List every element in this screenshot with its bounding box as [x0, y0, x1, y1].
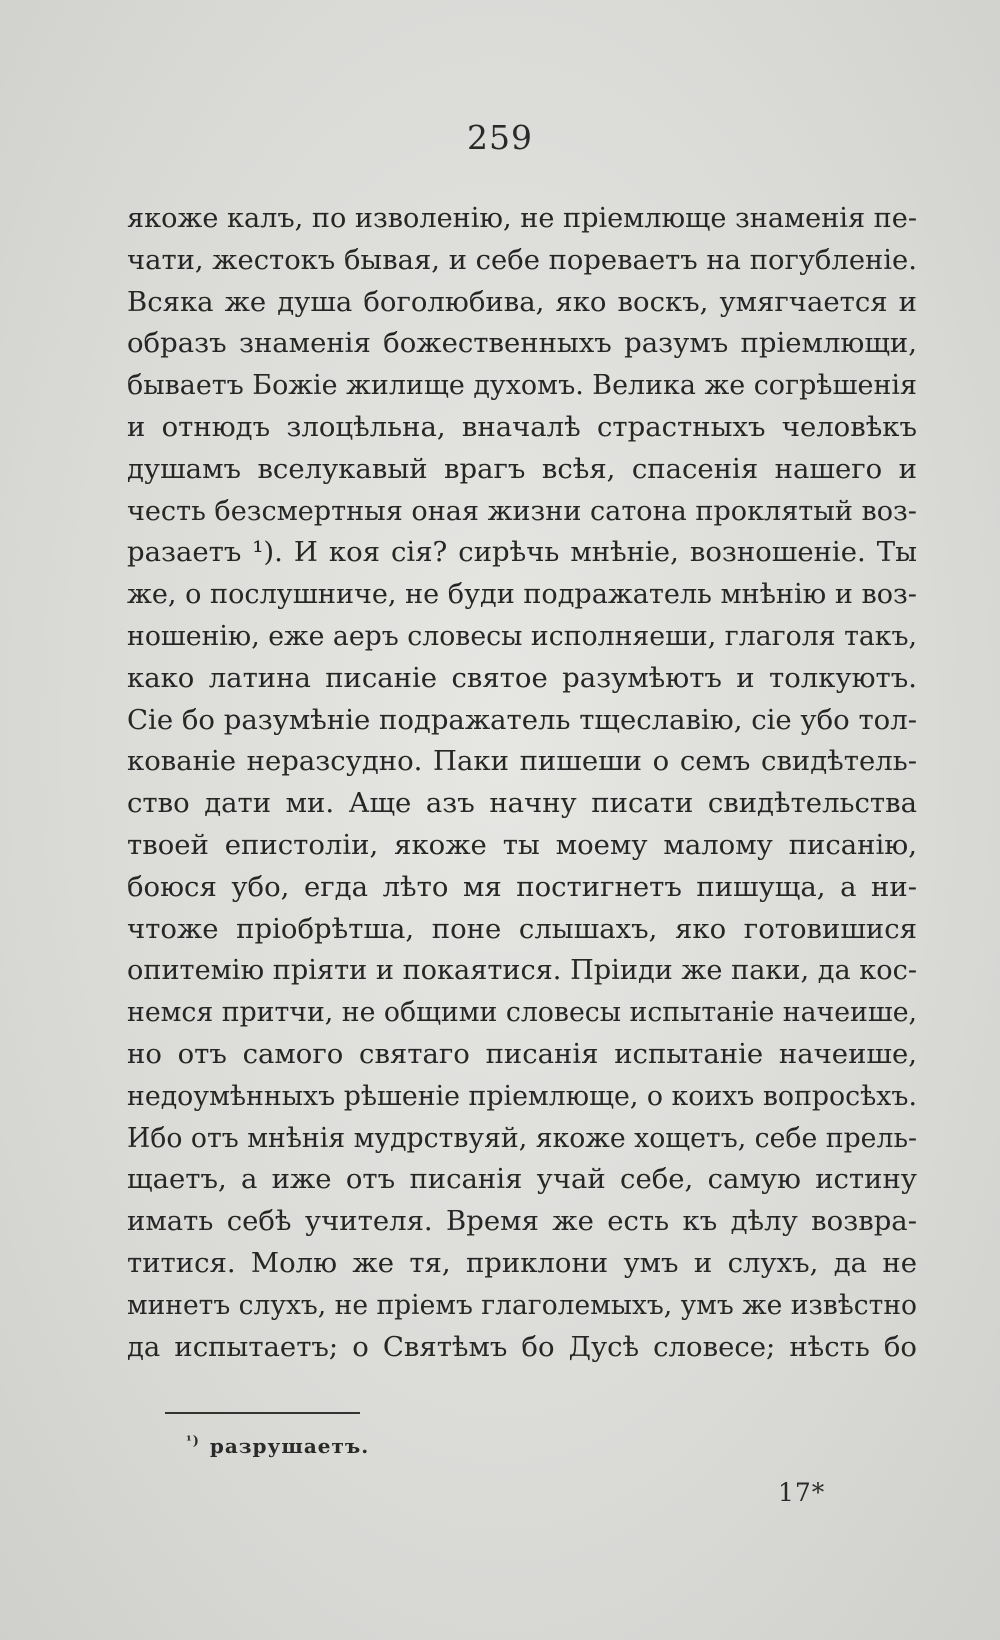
- text-line: чтоже пріобрѣтша, поне слышахъ, яко готовишися: [127, 912, 917, 945]
- text-line: Всяка же душа боголюбива, яко воскъ, умягчается и: [127, 285, 917, 318]
- text-line: Сіе бо разумѣніе подражатель тщеславію, сіе убо тол-: [127, 703, 917, 736]
- footnote-divider: [165, 1412, 360, 1414]
- signature-mark: 17*: [778, 1478, 826, 1507]
- footnote-mark: ¹): [186, 1434, 200, 1450]
- text-line: разаетъ ¹). И коя сія? сирѣчь мнѣніе, возношеніе. Ты: [127, 536, 917, 569]
- text-line: честь безсмертныя оная жизни сатона проклятый воз-: [127, 494, 917, 527]
- text-line: Ибо отъ мнѣнія мудрствуяй, якоже хощетъ, себе прель-: [127, 1121, 918, 1154]
- text-line: титися. Молю же тя, приклони умъ и слухъ, да не: [127, 1246, 917, 1279]
- text-line: бываетъ Божіе жилище духомъ. Велика же согрѣшенія: [127, 369, 917, 402]
- text-line: боюся убо, егда лѣто мя постигнетъ пишуща, а ни-: [127, 870, 917, 903]
- footnote: [186, 1434, 369, 1458]
- page-number: 259: [467, 118, 533, 157]
- text-line: якоже калъ, по изволенію, не пріемлюще знаменія пе-: [127, 202, 917, 234]
- text-line: образъ знаменія божественныхъ разумъ пріемлющи,: [127, 327, 917, 360]
- body-text: [127, 198, 917, 1368]
- text-line: чати, жестокъ бывая, и себе пореваетъ на погубленіе.: [127, 243, 917, 276]
- footnote-text: разрушаетъ.: [209, 1434, 370, 1458]
- text-line: како латина писаніе святое разумѣютъ и толкуютъ.: [127, 661, 917, 694]
- text-line: но отъ самого святаго писанія испытаніе начеише,: [127, 1037, 917, 1070]
- text-line: опитемію пріяти и покаятися. Пріиди же паки, да кос-: [127, 954, 918, 987]
- text-line: же, о послушниче, не буди подражатель мнѣнію и воз-: [127, 578, 917, 611]
- text-line: минетъ слухъ, не пріемъ глаголемыхъ, умъ же извѣстно: [127, 1288, 917, 1321]
- text-line: да испытаетъ; о Святѣмъ бо Дусѣ словесе; нѣсть бо: [127, 1330, 917, 1363]
- text-line: щаетъ, а иже отъ писанія учай себе, самую истину: [127, 1163, 917, 1196]
- text-line: имать себѣ учителя. Время же есть къ дѣлу возвра-: [127, 1205, 917, 1238]
- text-line: ство дати ми. Аще азъ начну писати свидѣтельства: [127, 787, 917, 820]
- text-line: твоей епистоліи, якоже ты моему малому писанію,: [127, 828, 917, 861]
- text-line: душамъ вселукавый врагъ всѣя, спасенія нашего и: [127, 452, 917, 485]
- text-line: кованіе неразсудно. Паки пишеши о семъ свидѣтель-: [127, 745, 917, 778]
- text-line: немся притчи, не общими словесы испытаніе начеише,: [127, 996, 918, 1029]
- text-line: недоумѣнныхъ рѣшеніе пріемлюще, о коихъ вопросѣхъ.: [127, 1079, 917, 1112]
- text-line: и отнюдъ злоцѣльна, вначалѣ страстныхъ человѣкъ: [127, 410, 917, 443]
- text-line: ношенію, еже аеръ словесы исполняеши, глаголя такъ,: [127, 619, 918, 652]
